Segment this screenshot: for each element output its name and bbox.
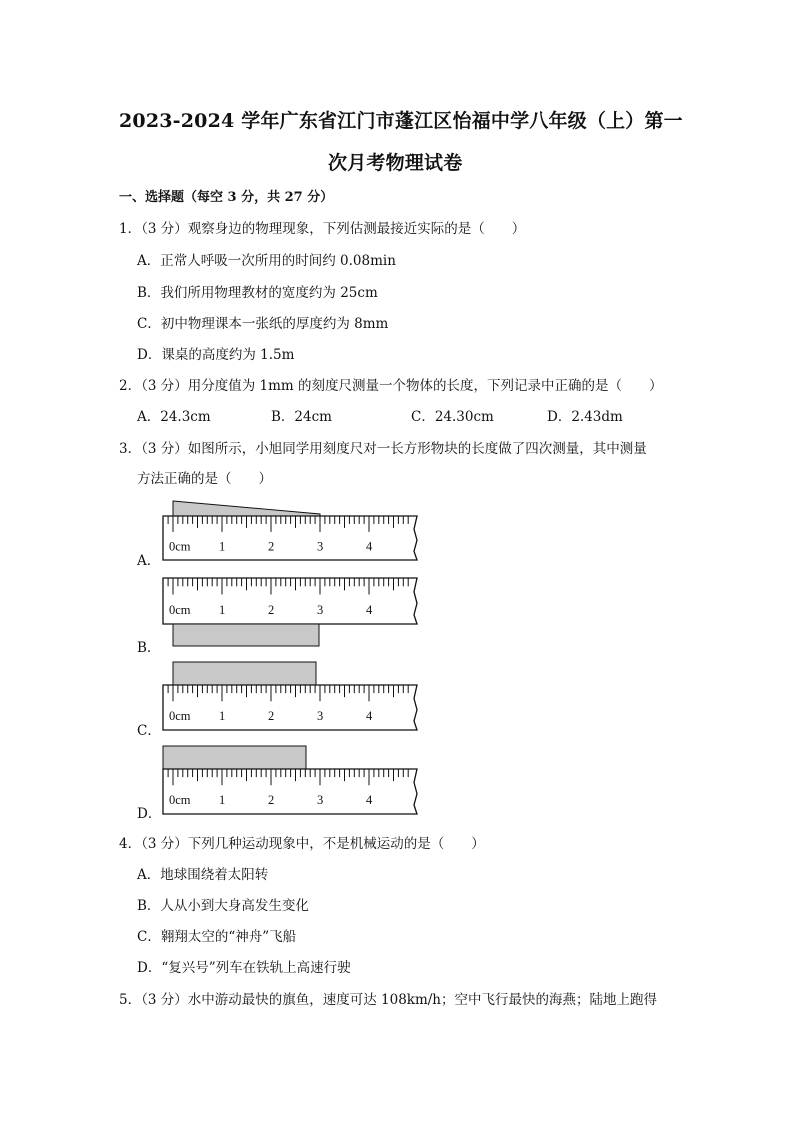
ruler-label-zero: 0cm (169, 793, 191, 808)
ruler-label-3: 3 (317, 602, 324, 617)
question-1-option-a: A．正常人呼吸一次所用的时间约 0.08min (137, 253, 396, 269)
question-3-stem-line2: 方法正确的是（ ） (137, 471, 272, 487)
ruler-label-3: 3 (317, 793, 324, 808)
question-3-stem-line1: 3．（3 分）如图所示，小旭同学用刻度尺对一长方形物块的长度做了四次测量，其中测量 (119, 441, 647, 457)
section-heading: 一、选择题（每空 3 分，共 27 分） (119, 190, 334, 205)
ruler-label-4: 4 (366, 709, 373, 724)
ruler-label-1: 1 (219, 793, 226, 808)
ruler-label-zero: 0cm (169, 539, 191, 554)
ruler-label-4: 4 (366, 539, 373, 554)
ruler-scale-c (163, 685, 417, 730)
ruler-label-1: 1 (219, 602, 226, 617)
ruler-scale-d (163, 769, 417, 814)
question-4-option-b: B．人从小到大身高发生变化 (137, 898, 309, 914)
ruler-figure-b (155, 576, 425, 652)
ruler-label-zero: 0cm (169, 602, 191, 617)
ruler-scale-b (163, 578, 417, 624)
ruler-label-2: 2 (268, 709, 275, 724)
ruler-label-3: 3 (317, 539, 324, 554)
measured-block-c (173, 662, 316, 685)
exam-title-line1: 2023-2024 学年广东省江门市蓬江区怡福中学八年级（上）第一 (119, 110, 683, 132)
ruler-label-4: 4 (366, 602, 373, 617)
ruler-scale-a (163, 516, 417, 560)
ruler-label-zero: 0cm (169, 709, 191, 724)
ruler-figure-c (155, 661, 425, 737)
ruler-label-2: 2 (268, 602, 275, 617)
ruler-label-3: 3 (317, 709, 324, 724)
question-2-option-b: B．24cm (271, 409, 332, 425)
question-1-stem: 1．（3 分）观察身边的物理现象，下列估测最接近实际的是（ ） (119, 221, 526, 237)
figure-a-label: A． (137, 553, 161, 569)
figure-b-label: B． (137, 640, 161, 656)
ruler-figure-a (155, 496, 425, 566)
question-2-option-d: D．2.43dm (547, 409, 623, 425)
ruler-label-2: 2 (268, 793, 275, 808)
question-4-option-c: C．翱翔太空的“神舟”飞船 (137, 929, 297, 945)
figure-c-label: C． (137, 723, 161, 739)
question-2-option-a: A．24.3cm (137, 409, 211, 425)
question-5-stem: 5．（3 分）水中游动最快的旗鱼，速度可达 108km/h；空中飞行最快的海燕；陆地上跑得 (119, 992, 658, 1008)
ruler-label-4: 4 (366, 793, 373, 808)
exam-title-line2: 次月考物理试卷 (328, 152, 463, 174)
measured-block-d (163, 746, 306, 769)
question-4-option-d: D．“复兴号”列车在铁轨上高速行驶 (137, 960, 351, 976)
measured-block-b (173, 624, 319, 646)
ruler-label-1: 1 (219, 709, 226, 724)
question-4-stem: 4．（3 分）下列几种运动现象中，不是机械运动的是（ ） (119, 836, 485, 852)
figure-d-label: D． (137, 806, 162, 822)
question-2-option-c: C．24.30cm (411, 409, 494, 425)
question-4-option-a: A．地球围绕着太阳转 (137, 867, 269, 883)
question-1-option-b: B．我们所用物理教材的宽度约为 25cm (137, 285, 378, 301)
ruler-label-1: 1 (219, 539, 226, 554)
question-1-option-d: D．课桌的高度约为 1.5m (137, 347, 295, 363)
ruler-label-2: 2 (268, 539, 275, 554)
question-1-option-c: C．初中物理课本一张纸的厚度约为 8mm (137, 316, 389, 332)
ruler-figure-d (155, 745, 425, 821)
question-2-stem: 2．（3 分）用分度值为 1mm 的刻度尺测量一个物体的长度，下列记录中正确的是（ ） (119, 378, 663, 394)
